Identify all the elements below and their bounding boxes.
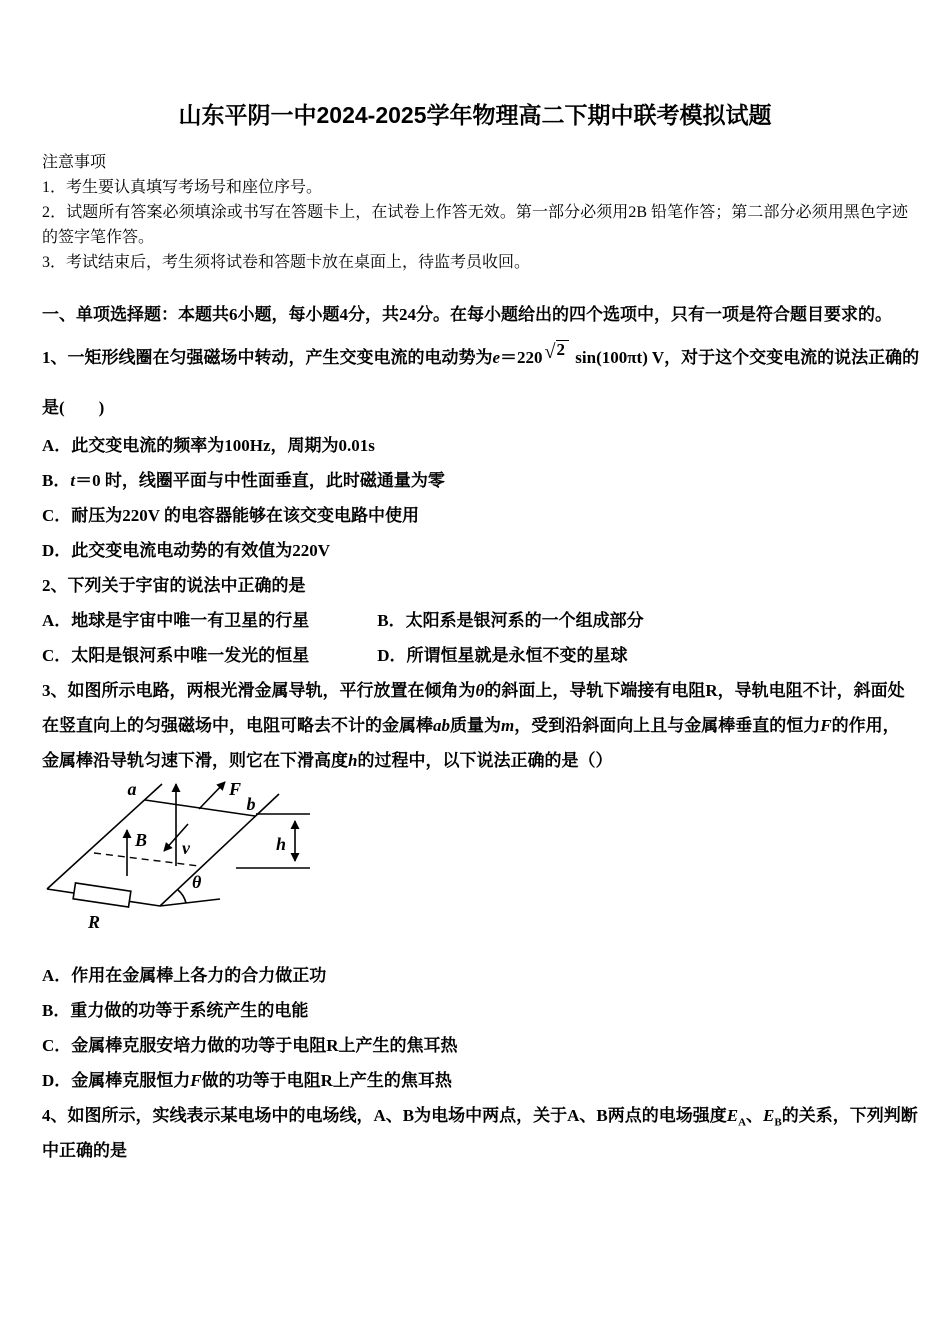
figure-label-b: b [246, 794, 256, 814]
q3-figure-svg [42, 768, 352, 953]
q3-stem-line1: 3、如图所示电路，两根光滑金属导轨，平行放置在倾角为θ的斜面上，导轨下端接有电阻R，导轨电阻不计，斜面处 [42, 681, 905, 700]
q2-stem: 2、下列关于宇宙的说法中正确的是 [42, 576, 306, 595]
q1-stem: 1、一矩形线圈在匀强磁场中转动，产生交变电流的电动势为e＝220 √2 sin(100πt) V，对于这个交变电流的说法正确的 [42, 340, 920, 367]
q4-stem-line2: 中正确的是 [42, 1141, 127, 1160]
q2-options-row-2 [42, 638, 908, 673]
notice-item-3: 3．考试结束后，考生须将试卷和答题卡放在桌面上，待监考员收回。 [42, 254, 531, 271]
q2-options-row-1 [42, 603, 908, 638]
figure-label-R: R [87, 912, 101, 932]
q2-option-d: D．所谓恒星就是永恒不变的星球 [377, 646, 628, 665]
figure-label-theta: θ [192, 872, 202, 892]
q3-option-b: B．重力做的功等于系统产生的电能 [42, 1001, 309, 1020]
q1-stem-continued: 是( ) [42, 398, 105, 417]
notice-section [42, 150, 908, 275]
q1-option-a: A．此交变电流的频率为100Hz，周期为0.01s [42, 436, 375, 455]
notice-item-1: 1．考生要认真填写考场号和座位序号。 [42, 179, 323, 196]
document-title: 山东平阴一中2024-2025学年物理高二下期中联考模拟试题 [178, 102, 772, 128]
theta-angle-arc [178, 890, 186, 903]
force-F-arrow [199, 782, 225, 809]
q4-stem-line1: 4、如图所示，实线表示某电场中的电场线，A、B为电场中两点，关于A、B两点的电场强度$E_A$、$E_B$的关系，下列判断 [42, 1106, 918, 1129]
q3-option-a: A．作用在金属棒上各力的合力做正功 [42, 966, 327, 985]
q2-option-b: B．太阳系是银河系的一个组成部分 [377, 611, 644, 630]
figure-label-h: h [276, 834, 287, 854]
q3-figure [42, 768, 908, 958]
q1-option-c: C．耐压为220V 的电容器能够在该交变电路中使用 [42, 506, 419, 525]
section-heading: 一、单项选择题：本题共6小题，每小题4分，共24分。在每小题给出的四个选项中，只有一项是符合题目要求的。 [42, 305, 892, 324]
figure-label-a: a [127, 779, 137, 799]
q2-option-c: C．太阳是银河系中唯一发光的恒星 [42, 646, 310, 665]
notice-item-2: 2．试题所有答案必须填涂或书写在答题卡上，在试卷上作答无效。第一部分必须用2B 铅笔作答；第二部分必须用黑色字迹的签字笔作答。 [42, 204, 908, 246]
resistor-symbol [73, 883, 131, 907]
q1-option-d: D．此交变电流电动势的有效值为220V [42, 541, 331, 560]
figure-label-B: B [135, 830, 148, 850]
q3-stem-line2: 在竖直向上的匀强磁场中，电阻可略去不计的金属棒ab质量为m，受到沿斜面向上且与金属棒垂直的恒力F的作用， [42, 716, 900, 735]
q3-option-c: C．金属棒克服安培力做的功等于电阻R上产生的焦耳热 [42, 1036, 458, 1055]
q3-option-d: D．金属棒克服恒力F做的功等于电阻R上产生的焦耳热 [42, 1071, 452, 1090]
ground-line [160, 899, 220, 906]
question-area [42, 297, 920, 1168]
notice-heading: 注意事项 [42, 154, 107, 171]
figure-label-F: F [229, 779, 242, 799]
q1-option-b: B．t＝0 时，线圈平面与中性面垂直，此时磁通量为零 [42, 471, 445, 490]
figure-label-v: v [182, 838, 190, 858]
q3-stem-line3: 金属棒沿导轨匀速下滑，则它在下滑高度h的过程中，以下说法正确的是（） [42, 751, 613, 770]
q2-option-a: A．地球是宇宙中唯一有卫星的行星 [42, 611, 310, 630]
